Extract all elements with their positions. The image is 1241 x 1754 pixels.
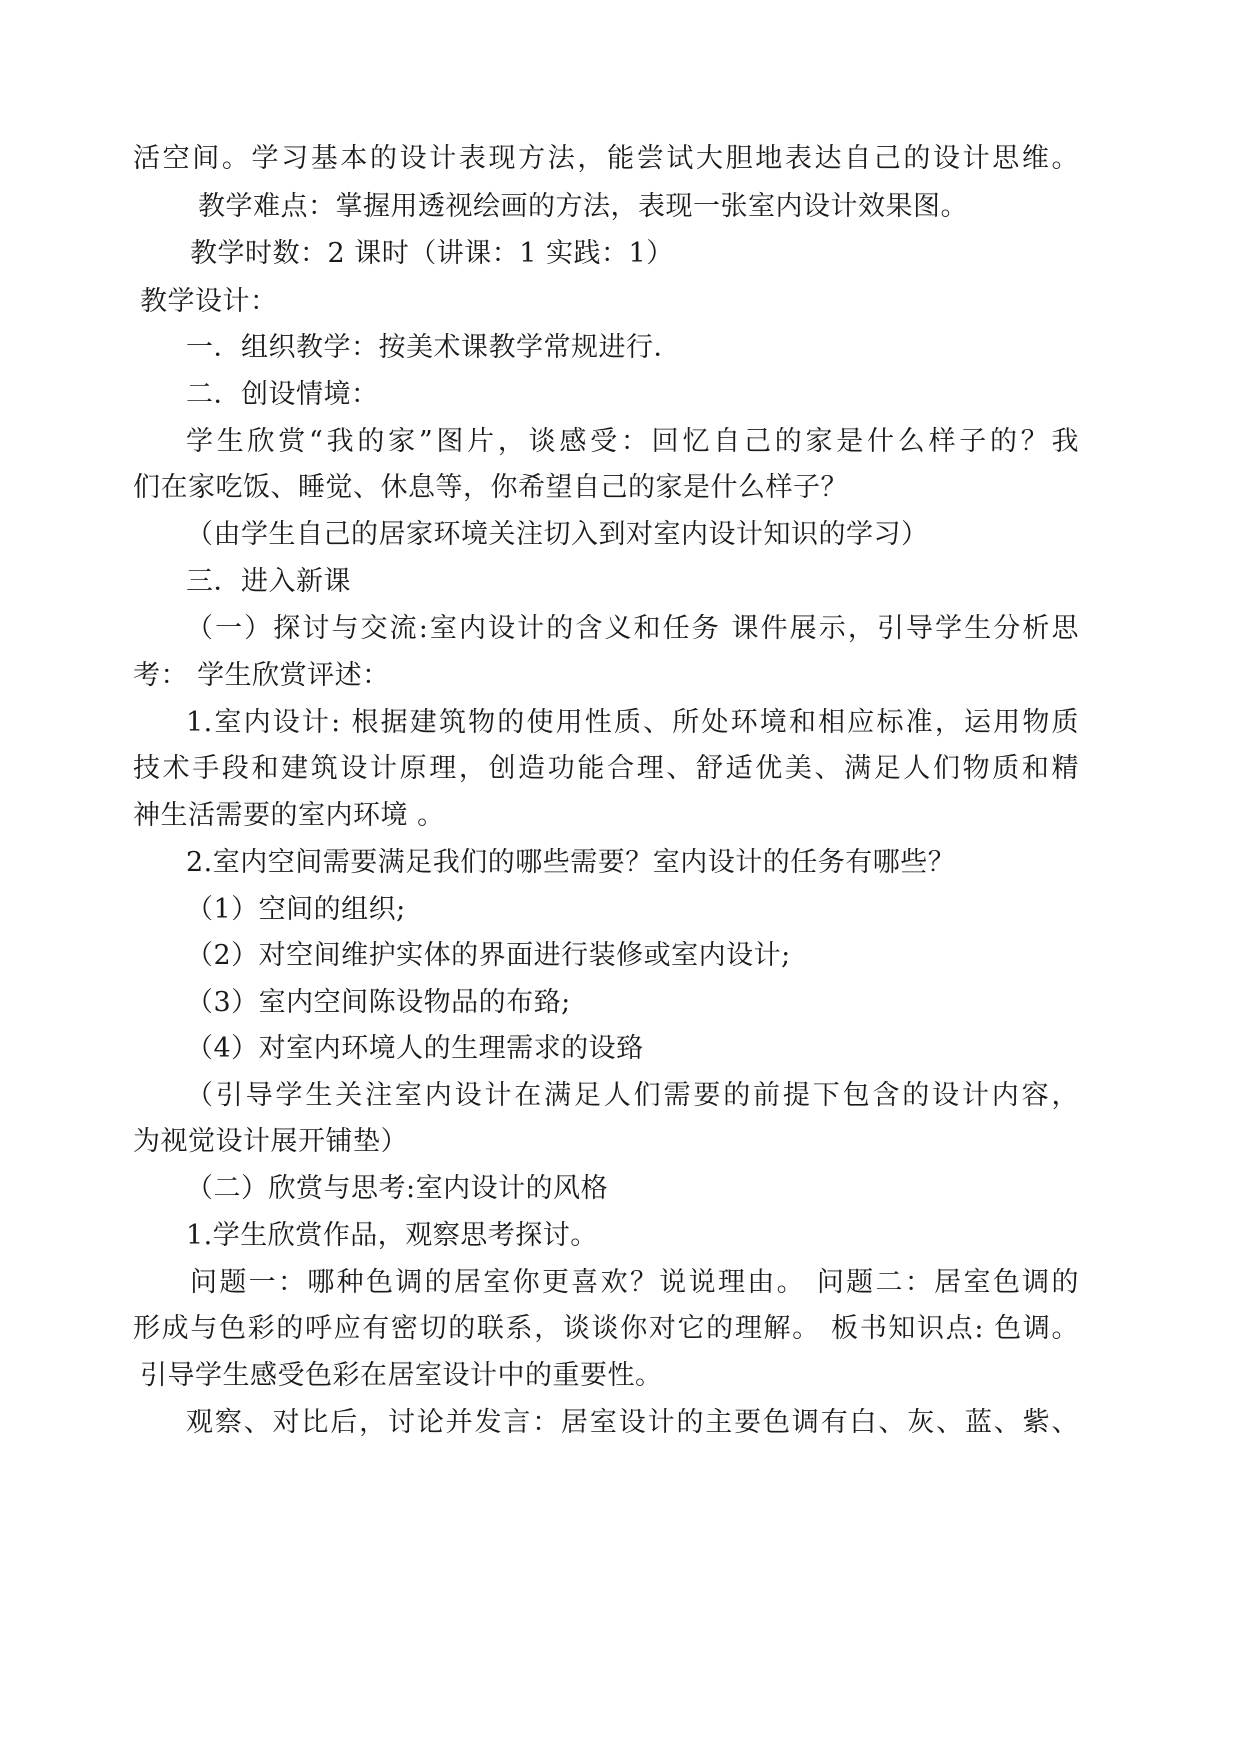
- text-line: （二）欣赏与思考:室内设计的风格: [186, 1173, 609, 1204]
- text-line: 观察、对比后，讨论并发言：居室设计的主要色调有白、灰、蓝、紫、: [186, 1407, 1079, 1438]
- text-line: 活空间。学习基本的设计表现方法，能尝试大胆地表达自己的设计思维。: [133, 143, 1079, 174]
- text-line: （4）对室内环境人的生理需求的设臵: [186, 1033, 644, 1064]
- text-line: 神生活需要的室内环境 。: [133, 800, 445, 831]
- text-line: 问题一：哪种色调的居室你更喜欢？说说理由。 问题二：居室色调的: [190, 1267, 1079, 1298]
- text-line: （3）室内空间陈设物品的布臵;: [186, 987, 571, 1018]
- text-line: 教学难点：掌握用透视绘画的方法，表现一张室内设计效果图。: [198, 191, 968, 222]
- text-line: （引导学生关注室内设计在满足人们需要的前提下包含的设计内容，: [186, 1080, 1079, 1111]
- text-line: 考： 学生欣赏评述：: [133, 660, 390, 691]
- text-line: 为视觉设计展开铺垫）: [133, 1126, 408, 1157]
- text-line: （2）对空间维护实体的界面进行装修或室内设计;: [186, 940, 791, 971]
- text-line: 教学时数：2 课时（讲课：1 实践：1）: [190, 238, 674, 269]
- text-line: 引导学生感受色彩在居室设计中的重要性。: [140, 1360, 663, 1391]
- text-line: 1.学生欣赏作品，观察思考探讨。: [186, 1220, 598, 1251]
- text-line: 教学设计：: [140, 286, 278, 317]
- text-line: 形成与色彩的呼应有密切的联系，谈谈你对它的理解。 板书知识点: 色调。: [133, 1313, 1079, 1344]
- text-line: 们在家吃饭、睡觉、休息等，你希望自己的家是什么样子？: [133, 472, 848, 503]
- text-line: 1.室内设计: 根据建筑物的使用性质、所处环境和相应标准，运用物质: [186, 707, 1079, 738]
- text-line: （一）探讨与交流:室内设计的含义和任务 课件展示，引导学生分析思: [186, 613, 1079, 644]
- text-line: 技术手段和建筑设计原理，创造功能合理、舒适优美、满足人们物质和精: [133, 753, 1079, 784]
- text-line: 一．组织教学：按美术课教学常规进行．: [186, 332, 681, 363]
- text-line: 学生欣赏“我的家”图片，谈感受：回忆自己的家是什么样子的？我: [186, 426, 1079, 457]
- text-line: 二．创设情境：: [186, 379, 379, 410]
- text-line: （1）空间的组织;: [186, 894, 406, 925]
- text-line: 三．进入新课: [186, 566, 351, 597]
- text-line: （由学生自己的居家环境关注切入到对室内设计知识的学习）: [186, 519, 929, 550]
- text-line: 2.室内空间需要满足我们的哪些需要？室内设计的任务有哪些？: [186, 847, 956, 878]
